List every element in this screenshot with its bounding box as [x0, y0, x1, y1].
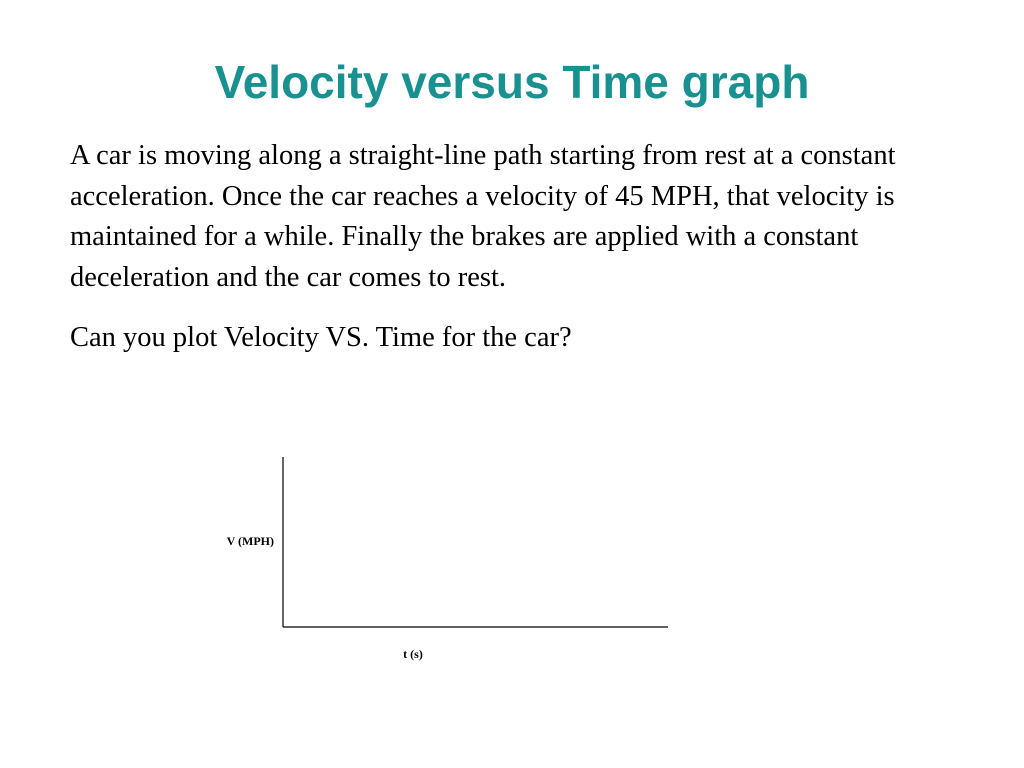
y-axis-label: V (MPH) — [226, 534, 274, 548]
problem-statement: A car is moving along a straight-line path starting from rest at a constant acceleration. Once the car reaches a velocity of 45 MPH, that velocity is maintained for a while. Finally the brakes are applied with a constant deceleration and the car comes to rest. — [70, 140, 896, 293]
slide-title: Velocity versus Time graph — [214, 56, 810, 108]
slide-body — [70, 136, 950, 359]
x-axis-label: t (s) — [403, 647, 423, 661]
problem-question: Can you plot Velocity VS. Time for the car? — [70, 322, 572, 353]
